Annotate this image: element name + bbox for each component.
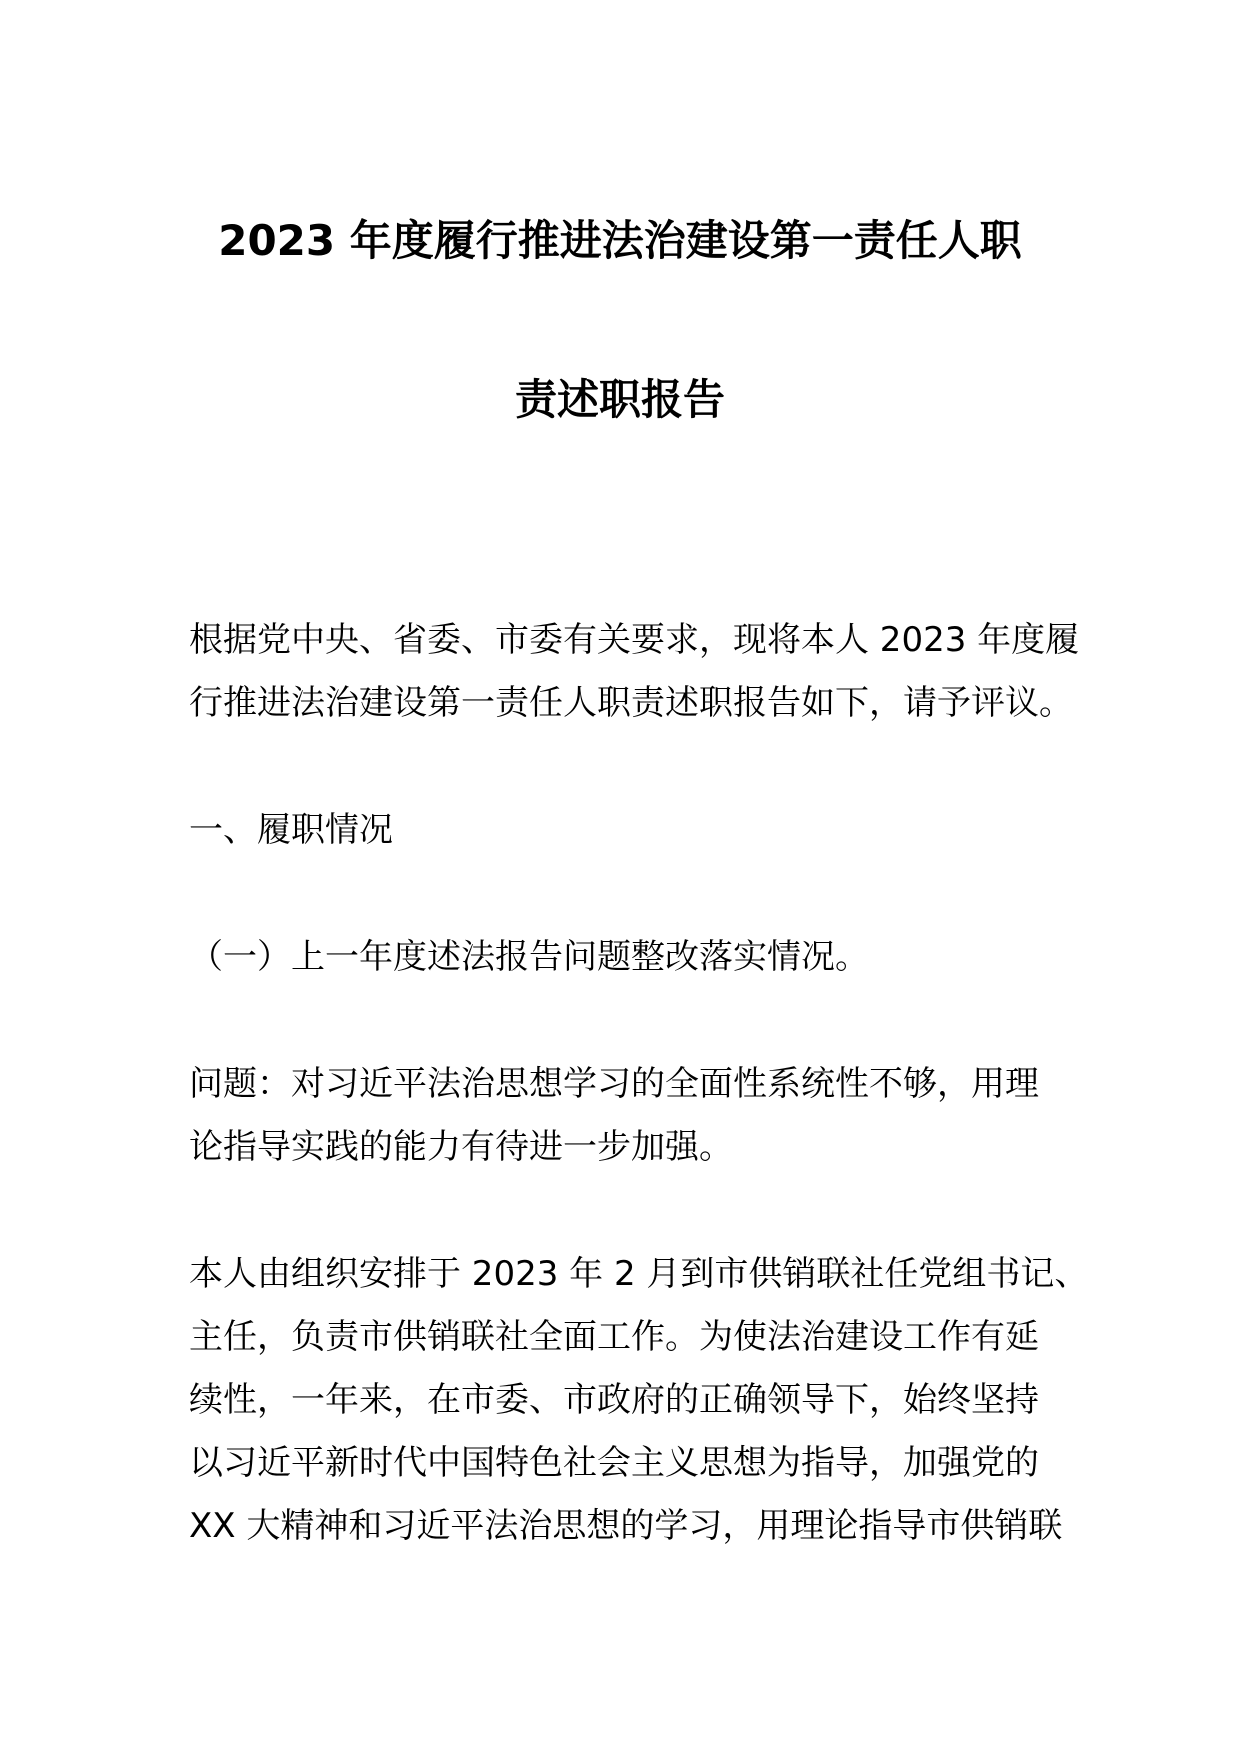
- body-paragraph-line-4: 以习近平新时代中国特色社会主义思想为指导，加强党的: [189, 1443, 1039, 1483]
- body-paragraph-line-1: 本人由组织安排于 2023 年 2 月到市供销联社任党组书记、: [189, 1254, 1089, 1294]
- intro-paragraph-line-2: 行推进法治建设第一责任人职责述职报告如下，请予评议。: [189, 683, 1073, 723]
- document-title-line-2: 责述职报告: [514, 375, 725, 424]
- body-paragraph-line-2: 主任，负责市供销联社全面工作。为使法治建设工作有延: [189, 1317, 1039, 1357]
- subsection-heading: （一）上一年度述法报告问题整改落实情况。: [189, 937, 869, 977]
- document-title-line-1: 2023 年度履行推进法治建设第一责任人职: [218, 216, 1022, 265]
- section-heading: 一、履职情况: [189, 810, 393, 850]
- body-paragraph-line-3: 续性，一年来，在市委、市政府的正确领导下，始终坚持: [189, 1380, 1039, 1420]
- issue-paragraph-line-1: 问题：对习近平法治思想学习的全面性系统性不够，用理: [189, 1064, 1039, 1104]
- body-paragraph-line-5: XX 大精神和习近平法治思想的学习，用理论指导市供销联: [189, 1506, 1063, 1546]
- intro-paragraph-line-1: 根据党中央、省委、市委有关要求，现将本人 2023 年度履: [189, 620, 1080, 660]
- issue-paragraph-line-2: 论指导实践的能力有待进一步加强。: [189, 1127, 733, 1167]
